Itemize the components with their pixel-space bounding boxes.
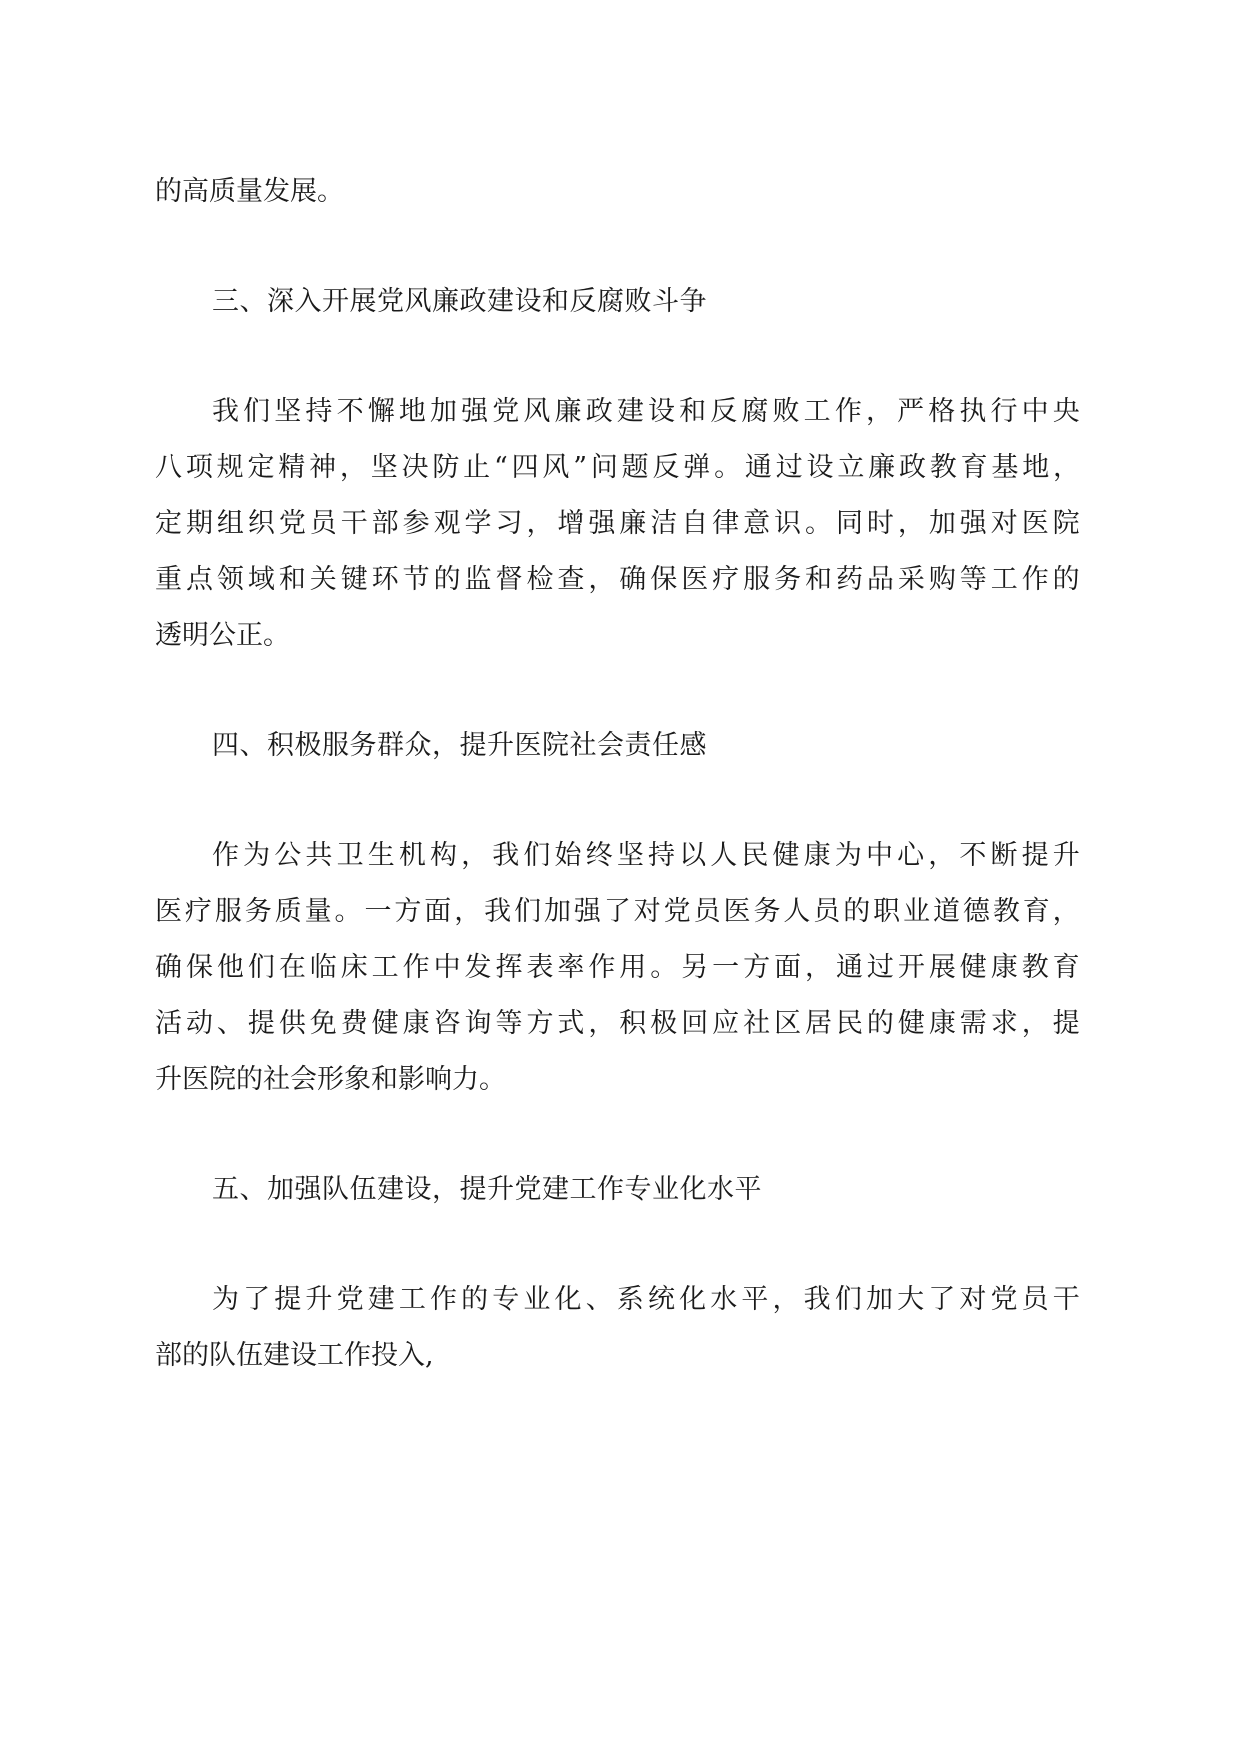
paragraph-line: 医 疗 服 务 质 量 。 一 方 面 ， 我 们 加 强 了 对 党 员 医 务 人 员 的 职 业 道 德 教 育 ，: [155, 896, 1080, 927]
section-heading-4: 四、积极服务群众，提升医院社会责任感: [212, 730, 707, 761]
paragraph-line: 重 点 领 域 和 关 键 环 节 的 监 督 检 查 ， 确 保 医 疗 服 务 和 药 品 采 购 等 工 作 的: [155, 564, 1080, 595]
paragraph-line: 定 期 组 织 党 员 干 部 参 观 学 习 ， 增 强 廉 洁 自 律 意 识 。 同 时 ， 加 强 对 医 院: [155, 508, 1080, 539]
paragraph-line: 透明公正。: [155, 620, 290, 651]
paragraph-line: 我 们 坚 持 不 懈 地 加 强 党 风 廉 政 建 设 和 反 腐 败 工 作 ， 严 格 执 行 中 央: [212, 396, 1080, 427]
section-heading-5: 五、加强队伍建设，提升党建工作专业化水平: [212, 1174, 762, 1205]
paragraph-line: 作 为 公 共 卫 生 机 构 ， 我 们 始 终 坚 持 以 人 民 健 康 为 中 心 ， 不 断 提 升: [212, 840, 1080, 871]
paragraph-line: 活 动 、 提 供 免 费 健 康 咨 询 等 方 式 ， 积 极 回 应 社 区 居 民 的 健 康 需 求 ， 提: [155, 1008, 1080, 1039]
section-heading-3: 三、深入开展党风廉政建设和反腐败斗争: [212, 286, 707, 317]
paragraph-line: 为 了 提 升 党 建 工 作 的 专 业 化 、 系 统 化 水 平 ， 我 们 加 大 了 对 党 员 干: [212, 1284, 1080, 1315]
paragraph-line: 部的队伍建设工作投入,: [155, 1340, 434, 1371]
paragraph-line: 确 保 他 们 在 临 床 工 作 中 发 挥 表 率 作 用 。 另 一 方 面 ， 通 过 开 展 健 康 教 育: [155, 952, 1080, 983]
paragraph-line: 升医院的社会形象和影响力。: [155, 1064, 506, 1095]
paragraph-line: 八 项 规 定 精 神 ， 坚 决 防 止 “ 四 风 ” 问 题 反 弹 。 通 过 设 立 廉 政 教 育 基 地 ，: [155, 452, 1080, 483]
paragraph-continuation: 的高质量发展。: [155, 176, 344, 207]
